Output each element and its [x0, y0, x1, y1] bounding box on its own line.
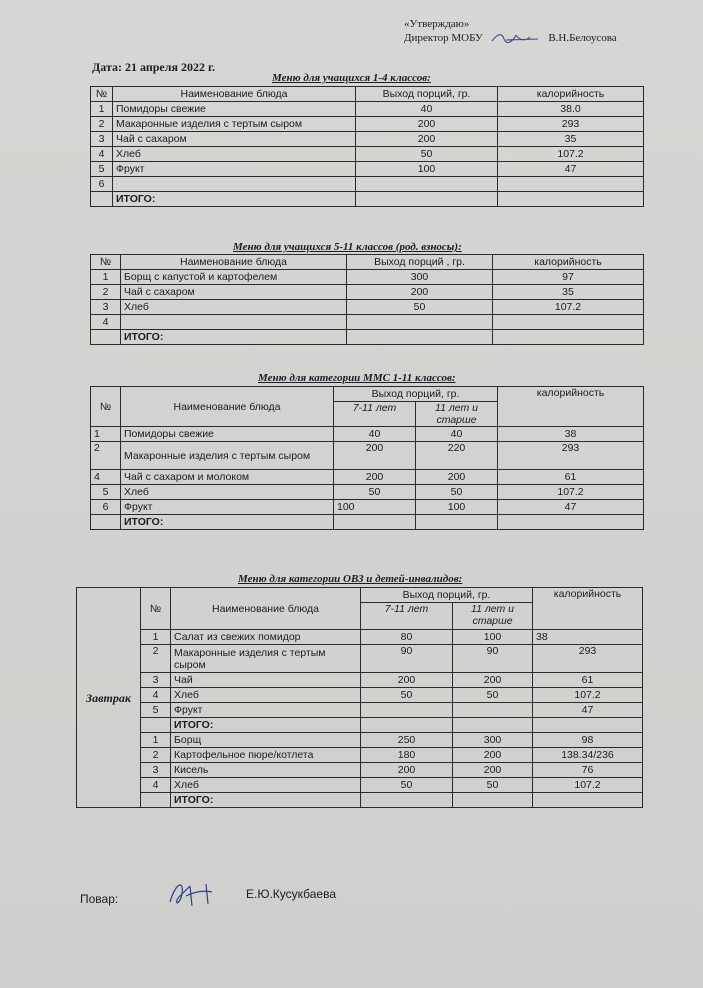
table-row [77, 645, 643, 673]
cell: 3 [141, 673, 171, 688]
director-name: В.Н.Белоусова [548, 32, 617, 44]
menu3-table [90, 386, 644, 530]
meal-label-breakfast: Завтрак [77, 588, 141, 808]
col-number: № [91, 87, 113, 102]
cell: 293 [533, 645, 643, 673]
col-age-11-plus: 11 лет и старше [453, 603, 533, 630]
table-row [91, 300, 644, 315]
col-number: № [91, 387, 121, 427]
cell: 50 [347, 300, 493, 315]
col-age-7-11: 7-11 лет [361, 603, 453, 630]
cell: 3 [91, 300, 121, 315]
cell: 90 [361, 645, 453, 673]
cell: Хлеб [121, 485, 334, 500]
cell: 4 [141, 778, 171, 793]
cell: 200 [361, 763, 453, 778]
cook-name: Е.Ю.Кусукбаева [246, 887, 337, 901]
cell [361, 703, 453, 718]
table-row [91, 102, 644, 117]
col-calories: калорийность [498, 87, 644, 102]
cell: 3 [141, 763, 171, 778]
cell: 61 [498, 470, 644, 485]
cell: 100 [334, 500, 416, 515]
cell: 40 [356, 102, 498, 117]
cell: Хлеб [171, 778, 361, 793]
cell: Макаронные изделия с тертым сыром [113, 117, 356, 132]
col-dish: Наименование блюда [171, 588, 361, 630]
cell: Борщ с капустой и картофелем [121, 270, 347, 285]
cell: 300 [347, 270, 493, 285]
cell: 40 [334, 427, 416, 442]
cell [356, 177, 498, 192]
cell: 40 [416, 427, 498, 442]
table-row [77, 703, 643, 718]
cell: 1 [91, 427, 121, 442]
cell: 107.2 [493, 300, 644, 315]
col-number: № [91, 255, 121, 270]
cell: 50 [453, 688, 533, 703]
table-row [91, 442, 644, 470]
table-row [91, 427, 644, 442]
cell: 200 [334, 470, 416, 485]
cell: 107.2 [498, 485, 644, 500]
menu2-title: Меню для учащихся 5-11 классов (род. взносы): [233, 241, 462, 253]
col-calories: калорийность [533, 588, 643, 630]
cell: 47 [498, 162, 644, 177]
cell: 50 [356, 147, 498, 162]
cell: 5 [141, 703, 171, 718]
cell: 3 [91, 132, 113, 147]
cook-signature [162, 876, 222, 912]
cell: 2 [91, 285, 121, 300]
cell: Фрукт [171, 703, 361, 718]
cell: Помидоры свежие [113, 102, 356, 117]
cell: 200 [453, 673, 533, 688]
cell: Хлеб [121, 300, 347, 315]
cell: 38.0 [498, 102, 644, 117]
cell: 50 [361, 778, 453, 793]
cell: 107.2 [533, 688, 643, 703]
cell: 1 [91, 270, 121, 285]
cell: 2 [91, 442, 121, 470]
col-dish: Наименование блюда [113, 87, 356, 102]
cell: Борщ [171, 733, 361, 748]
menu4-table [76, 587, 643, 808]
cell: 35 [498, 132, 644, 147]
cell: 50 [334, 485, 416, 500]
cell: Салат из свежих помидор [171, 630, 361, 645]
table-row [91, 177, 644, 192]
cell: 107.2 [498, 147, 644, 162]
cell: 180 [361, 748, 453, 763]
table-header-row [91, 255, 644, 270]
total-label: ИТОГО: [121, 515, 334, 530]
cell: 293 [498, 442, 644, 470]
cell: 50 [416, 485, 498, 500]
col-portion: Выход порций, гр. [334, 387, 498, 402]
document-date: Дата: 21 апреля 2022 г. [92, 60, 216, 74]
cell [113, 177, 356, 192]
menu3-title: Меню для категории ММС 1-11 классов: [258, 372, 456, 384]
cell: 2 [141, 748, 171, 763]
cell: 47 [498, 500, 644, 515]
table-row [91, 270, 644, 285]
cell: 100 [453, 630, 533, 645]
cell: Фрукт [121, 500, 334, 515]
cell: Картофельное пюре/котлета [171, 748, 361, 763]
cell: 61 [533, 673, 643, 688]
cell: 38 [498, 427, 644, 442]
cell: 97 [493, 270, 644, 285]
total-row [77, 718, 643, 733]
table-header-row [91, 87, 644, 102]
cell: 200 [361, 673, 453, 688]
table-row [91, 470, 644, 485]
table-row [91, 132, 644, 147]
col-dish: Наименование блюда [121, 387, 334, 427]
cell: 107.2 [533, 778, 643, 793]
approve-label: «Утверждаю» [404, 18, 470, 30]
col-portion: Выход порций, гр. [356, 87, 498, 102]
cell [453, 703, 533, 718]
cell: 200 [416, 470, 498, 485]
cell [498, 177, 644, 192]
table-row [91, 285, 644, 300]
cell: 4 [91, 315, 121, 330]
col-calories: калорийность [498, 387, 644, 427]
cell: 1 [141, 630, 171, 645]
table-row [77, 630, 643, 645]
cell: 50 [453, 778, 533, 793]
cell: 80 [361, 630, 453, 645]
total-label: ИТОГО: [171, 793, 361, 808]
menu4-title: Меню для категории ОВЗ и детей-инвалидов: [238, 573, 463, 585]
total-row [91, 515, 644, 530]
cell: Кисель [171, 763, 361, 778]
cell: Помидоры свежие [121, 427, 334, 442]
col-age-11-plus: 11 лет и старше [416, 402, 498, 427]
col-number: № [141, 588, 171, 630]
table-row [77, 688, 643, 703]
cell [493, 315, 644, 330]
cell: 293 [498, 117, 644, 132]
cell: 300 [453, 733, 533, 748]
cell: 100 [416, 500, 498, 515]
cell: Макаронные изделия с тертым сыром [171, 645, 361, 673]
director-line [404, 31, 617, 45]
cell: 138.34/236 [533, 748, 643, 763]
director-signature [486, 31, 546, 45]
cell: Хлеб [171, 688, 361, 703]
cell: 200 [453, 763, 533, 778]
cell: 6 [91, 500, 121, 515]
cell: 1 [141, 733, 171, 748]
cell: 50 [361, 688, 453, 703]
cell: 100 [356, 162, 498, 177]
table-row [77, 748, 643, 763]
cell: 35 [493, 285, 644, 300]
cell: 5 [91, 485, 121, 500]
cell: 200 [347, 285, 493, 300]
cell: 250 [361, 733, 453, 748]
cell: 2 [91, 117, 113, 132]
cell: 47 [533, 703, 643, 718]
cell: 4 [141, 688, 171, 703]
table-row [91, 485, 644, 500]
total-label: ИТОГО: [171, 718, 361, 733]
cell: Макаронные изделия с тертым сыром [121, 442, 334, 470]
table-row [91, 162, 644, 177]
table-row [91, 147, 644, 162]
approval-block [404, 17, 617, 45]
cell: Чай с сахаром [113, 132, 356, 147]
cell: 1 [91, 102, 113, 117]
director-label: Директор МОБУ [404, 32, 483, 44]
cell: 200 [356, 117, 498, 132]
cell: 200 [356, 132, 498, 147]
col-calories: калорийность [493, 255, 644, 270]
cell: Чай с сахаром и молоком [121, 470, 334, 485]
total-label: ИТОГО: [113, 192, 356, 207]
col-portion: Выход порций, гр. [361, 588, 533, 603]
cell: Чай с сахаром [121, 285, 347, 300]
menu1-title: Меню для учащихся 1-4 классов: [272, 72, 431, 84]
cell: 200 [334, 442, 416, 470]
table-row [91, 500, 644, 515]
cell: 38 [533, 630, 643, 645]
menu1-table [90, 86, 644, 207]
col-portion: Выход порций , гр. [347, 255, 493, 270]
table-row [77, 763, 643, 778]
table-header-row [91, 387, 644, 402]
table-row [77, 778, 643, 793]
cell: 4 [91, 147, 113, 162]
cell: 90 [453, 645, 533, 673]
cell: Хлеб [113, 147, 356, 162]
total-row [91, 330, 644, 345]
cell [347, 315, 493, 330]
cell: 220 [416, 442, 498, 470]
table-row [77, 673, 643, 688]
total-row [77, 793, 643, 808]
cell: 76 [533, 763, 643, 778]
cell: 4 [91, 470, 121, 485]
table-row [77, 733, 643, 748]
total-row [91, 192, 644, 207]
table-row [91, 315, 644, 330]
cell: 2 [141, 645, 171, 673]
col-dish: Наименование блюда [121, 255, 347, 270]
table-row [91, 117, 644, 132]
cell: 5 [91, 162, 113, 177]
cell: Фрукт [113, 162, 356, 177]
cell: 98 [533, 733, 643, 748]
table-header-row [77, 588, 643, 603]
total-label: ИТОГО: [121, 330, 347, 345]
cell: 6 [91, 177, 113, 192]
cook-label: Повар: [80, 892, 119, 906]
col-age-7-11: 7-11 лет [334, 402, 416, 427]
cell: Чай [171, 673, 361, 688]
cell: 200 [453, 748, 533, 763]
cell [121, 315, 347, 330]
menu2-table [90, 254, 644, 345]
